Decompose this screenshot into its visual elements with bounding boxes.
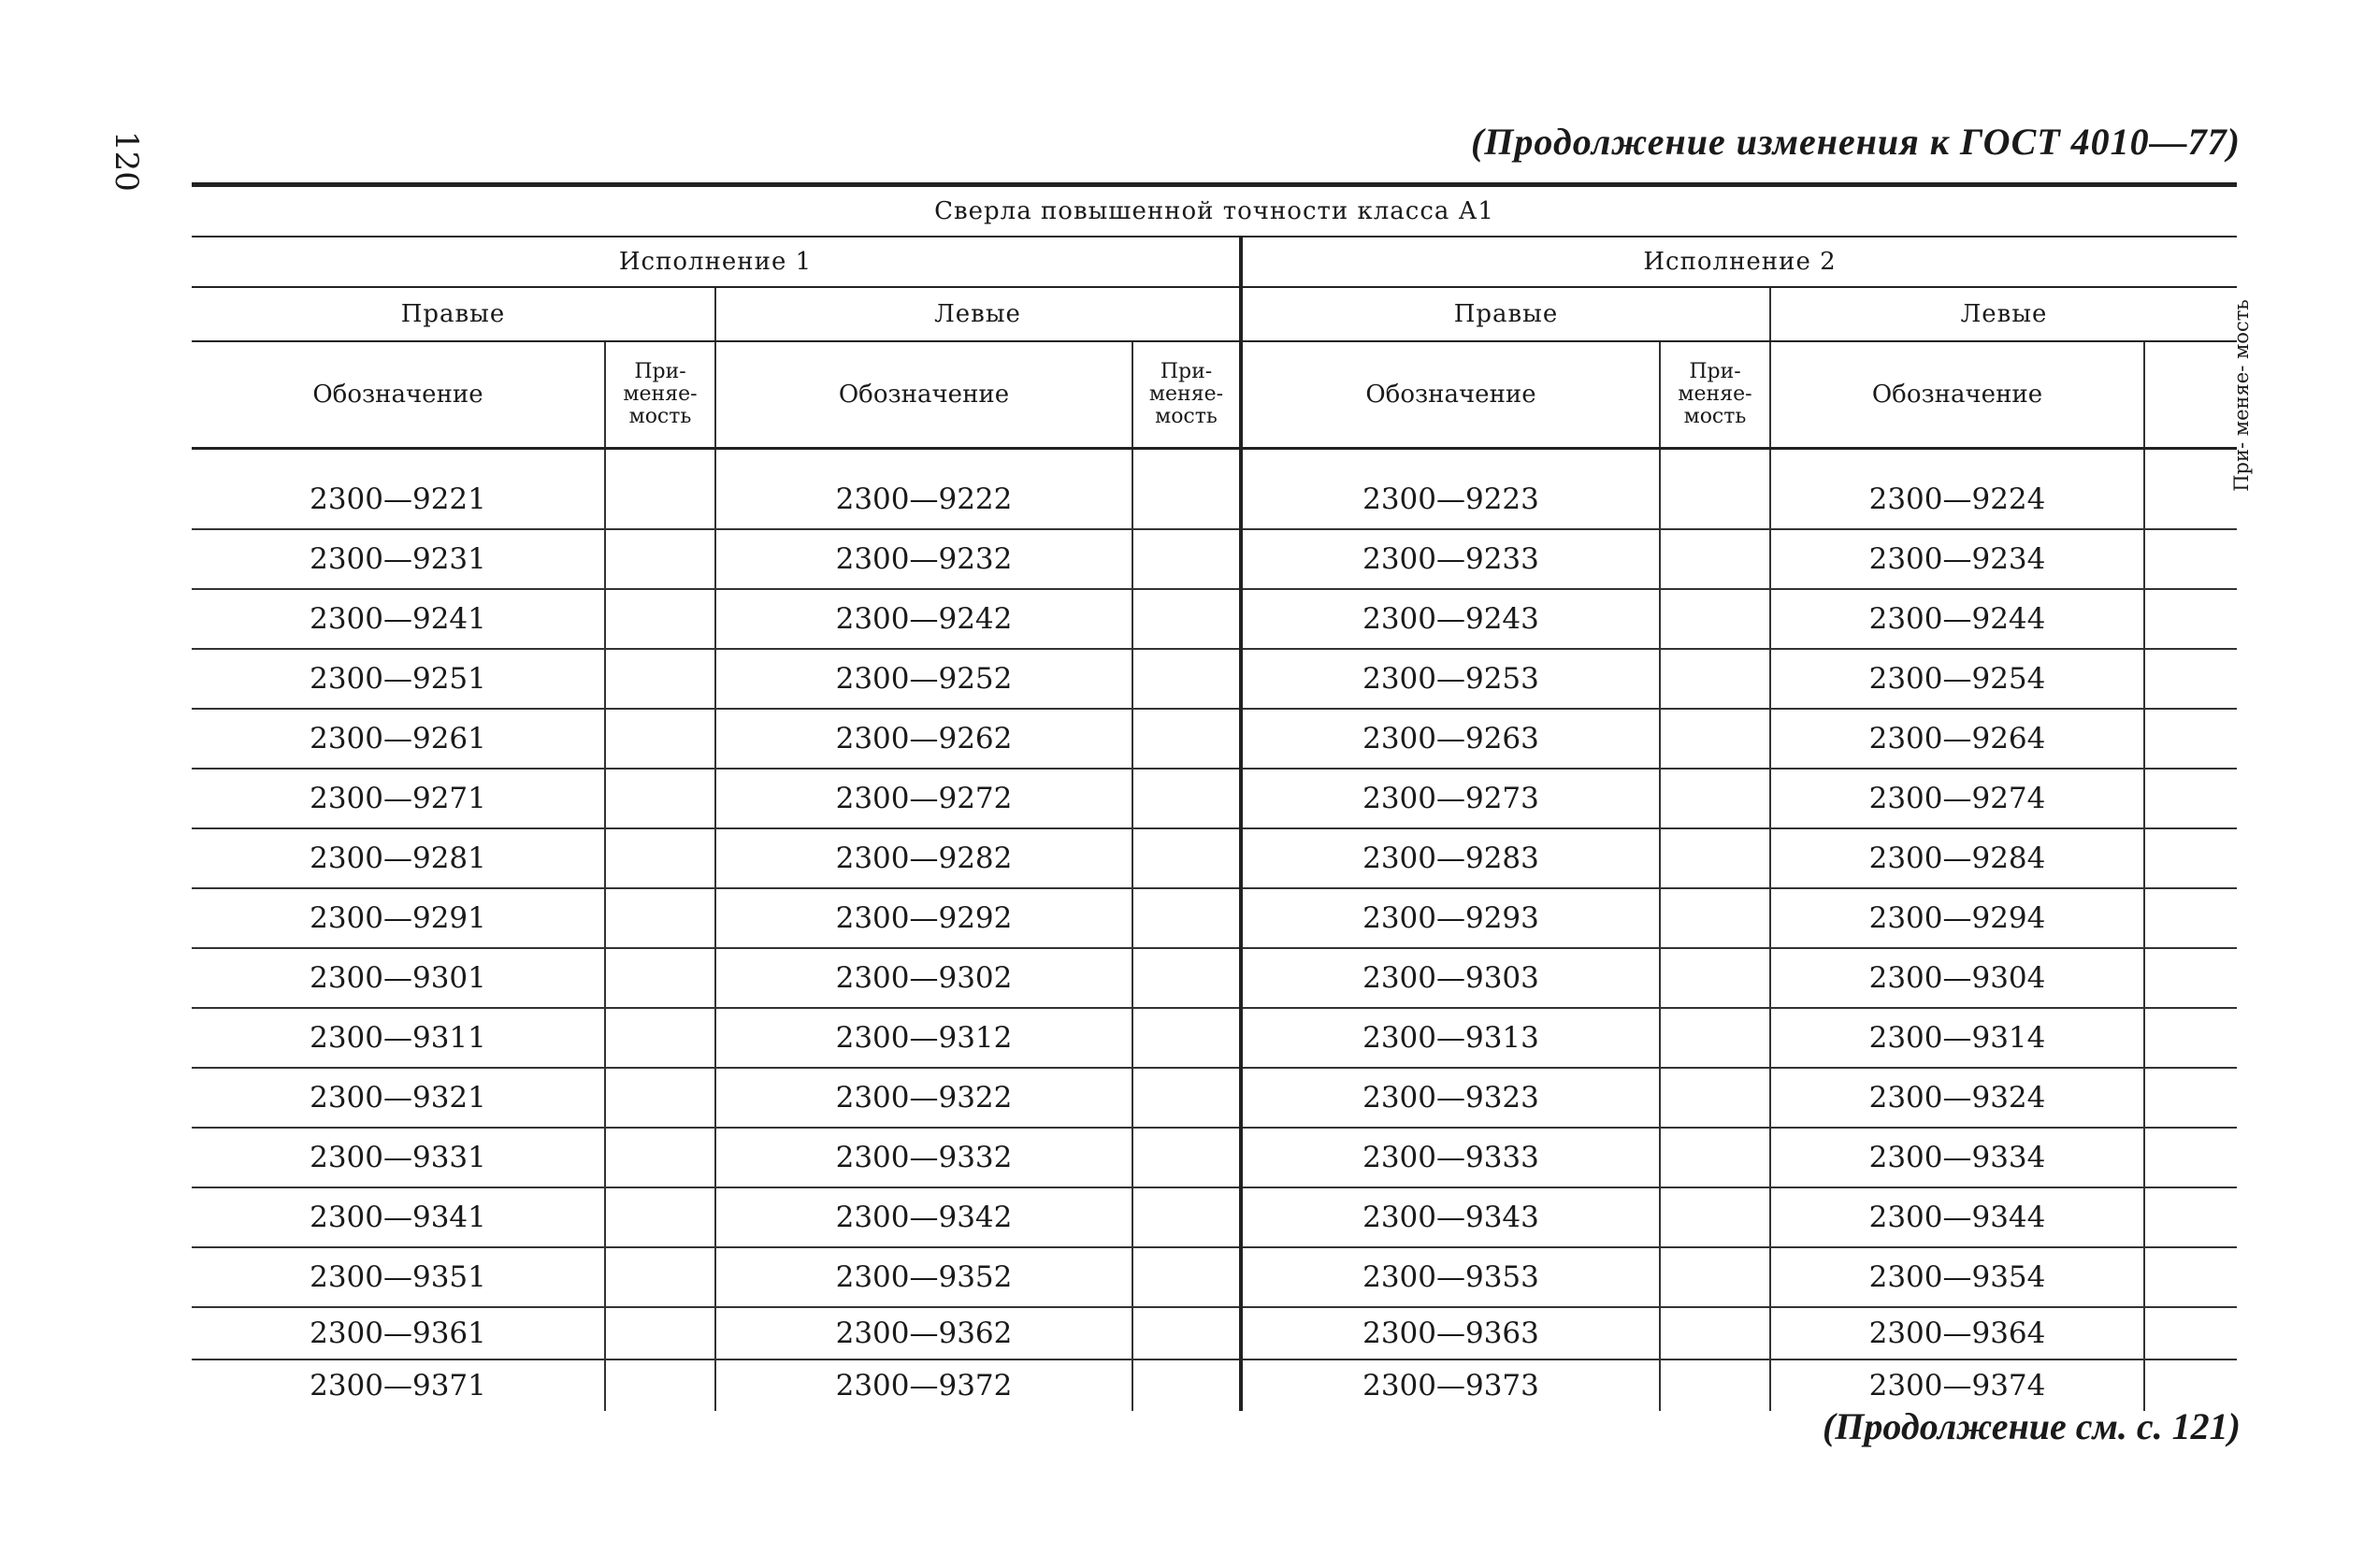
table-row: [192, 1187, 2237, 1247]
applicability-line: меняе-: [1678, 382, 1752, 406]
applicability-line: мость: [1683, 405, 1747, 428]
designation-cell: 2300—9281: [192, 828, 605, 888]
applicability-cell: [1660, 828, 1770, 888]
designation-cell: 2300—9362: [715, 1307, 1132, 1359]
exec2-left-header: Левые: [1770, 287, 2237, 341]
table-row: [192, 1068, 2237, 1128]
applicability-cell: [605, 769, 715, 828]
applicability-cell: [1660, 769, 1770, 828]
execution-1-header: Исполнение 1: [192, 237, 1241, 287]
designation-cell: 2300—9282: [715, 828, 1132, 888]
applicability-cell: [2144, 649, 2237, 709]
designation-cell: 2300—9322: [715, 1068, 1132, 1128]
continuation-note: (Продолжение см. с. 121): [1822, 1405, 2241, 1447]
designation-cell: 2300—9244: [1770, 589, 2144, 649]
designation-cell: 2300—9274: [1770, 769, 2144, 828]
applicability-cell: [1660, 589, 1770, 649]
designation-cell: 2300—9224: [1770, 470, 2144, 529]
applicability-cell: [2144, 1359, 2237, 1411]
applicability-line: При-: [1689, 360, 1741, 383]
applicability-cell: [2144, 709, 2237, 769]
designation-cell: 2300—9232: [715, 529, 1132, 589]
table-row: [192, 649, 2237, 709]
execution-2-header: Исполнение 2: [1241, 237, 2237, 287]
designation-cell: 2300—9301: [192, 948, 605, 1008]
applicability-cell: [1660, 1128, 1770, 1187]
applicability-cell: [2144, 1307, 2237, 1359]
table-row: [192, 1307, 2237, 1359]
designation-cell: 2300—9352: [715, 1247, 1132, 1307]
designation-cell: 2300—9242: [715, 589, 1132, 649]
applicability-cell: [1132, 769, 1241, 828]
exec1-right-header: Правые: [192, 287, 715, 341]
applicability-cell: [605, 709, 715, 769]
designation-cell: 2300—9323: [1241, 1068, 1660, 1128]
applicability-cell: [1660, 1307, 1770, 1359]
applicability-cell: [605, 1128, 715, 1187]
applicability-line: мость: [628, 405, 692, 428]
designation-cell: 2300—9262: [715, 709, 1132, 769]
exec1-left-header: Левые: [715, 287, 1241, 341]
designation-cell: 2300—9302: [715, 948, 1132, 1008]
applicability-cell: [1132, 828, 1241, 888]
applicability-cell: [2144, 1128, 2237, 1187]
designation-cell: 2300—9283: [1241, 828, 1660, 888]
applicability-cell: [605, 649, 715, 709]
designation-cell: 2300—9331: [192, 1128, 605, 1187]
designation-cell: 2300—9304: [1770, 948, 2144, 1008]
applicability-line: При-: [634, 360, 686, 383]
table-row: [192, 1008, 2237, 1068]
designation-cell: 2300—9253: [1241, 649, 1660, 709]
applicability-cell: [2144, 769, 2237, 828]
designation-cell: 2300—9263: [1241, 709, 1660, 769]
applicability-cell: [2144, 529, 2237, 589]
applicability-cell: [605, 1068, 715, 1128]
designation-cell: 2300—9344: [1770, 1187, 2144, 1247]
designation-cell: 2300—9342: [715, 1187, 1132, 1247]
applicability-cell: [1132, 1247, 1241, 1307]
designation-cell: 2300—9272: [715, 769, 1132, 828]
applicability-cell: [1660, 1247, 1770, 1307]
applicability-cell: [2144, 470, 2237, 529]
applicability-cell: [605, 470, 715, 529]
applicability-cell: [1132, 1359, 1241, 1411]
applicability-cell: [1132, 948, 1241, 1008]
designation-cell: 2300—9223: [1241, 470, 1660, 529]
applicability-cell: [1132, 1187, 1241, 1247]
applicability-cell: [1660, 649, 1770, 709]
applicability-cell: [1660, 1359, 1770, 1411]
table-row: [192, 888, 2237, 948]
applicability-cell: [1132, 649, 1241, 709]
page-number: 120: [108, 131, 145, 192]
applicability-cell: [2144, 828, 2237, 888]
applicability-cell: [2144, 948, 2237, 1008]
applicability-cell: [1660, 948, 1770, 1008]
table-row: [192, 828, 2237, 888]
designation-cell: 2300—9341: [192, 1187, 605, 1247]
designation-cell: 2300—9321: [192, 1068, 605, 1128]
designation-cell: 2300—9312: [715, 1008, 1132, 1068]
designation-cell: 2300—9372: [715, 1359, 1132, 1411]
applicability-cell: [1132, 1008, 1241, 1068]
designation-cell: 2300—9334: [1770, 1128, 2144, 1187]
applicability-cell: [2144, 1187, 2237, 1247]
applicability-cell: [1132, 888, 1241, 948]
designation-cell: 2300—9313: [1241, 1008, 1660, 1068]
designation-cell: 2300—9373: [1241, 1359, 1660, 1411]
designation-cell: 2300—9332: [715, 1128, 1132, 1187]
applicability-cell: [605, 529, 715, 589]
applicability-line: меняе-: [1148, 382, 1224, 406]
designation-cell: 2300—9294: [1770, 888, 2144, 948]
applicability-cell: [605, 1247, 715, 1307]
applicability-cell: [2144, 888, 2237, 948]
applicability-cell: [1132, 1068, 1241, 1128]
table-title: Сверла повышенной точности класса А1: [192, 185, 2237, 237]
designation-header: Обозначение: [192, 341, 605, 449]
designation-cell: 2300—9324: [1770, 1068, 2144, 1128]
applicability-cell: [605, 888, 715, 948]
designation-cell: 2300—9343: [1241, 1187, 1660, 1247]
applicability-cell: [1660, 470, 1770, 529]
applicability-cell: [1660, 1008, 1770, 1068]
applicability-cell: [605, 589, 715, 649]
designation-cell: 2300—9374: [1770, 1359, 2144, 1411]
designation-cell: 2300—9361: [192, 1307, 605, 1359]
table-row: [192, 769, 2237, 828]
designation-header: Обозначение: [1241, 341, 1660, 449]
applicability-cell: [1660, 1068, 1770, 1128]
designation-cell: 2300—9311: [192, 1008, 605, 1068]
designation-cell: 2300—9271: [192, 769, 605, 828]
applicability-cell: [1132, 1128, 1241, 1187]
designation-cell: 2300—9273: [1241, 769, 1660, 828]
table-row: [192, 709, 2237, 769]
table-row: [192, 1128, 2237, 1187]
designation-cell: 2300—9284: [1770, 828, 2144, 888]
applicability-cell: [1660, 1187, 1770, 1247]
applicability-header: [1132, 341, 1241, 449]
applicability-header: [1660, 341, 1770, 449]
applicability-line: меняе-: [623, 382, 698, 406]
applicability-cell: [605, 1008, 715, 1068]
exec2-right-header: Правые: [1241, 287, 1770, 341]
table-row: [192, 1247, 2237, 1307]
designation-cell: 2300—9354: [1770, 1247, 2144, 1307]
applicability-cell: [1660, 888, 1770, 948]
designation-cell: 2300—9364: [1770, 1307, 2144, 1359]
applicability-cell: [2144, 1008, 2237, 1068]
table-row: [192, 589, 2237, 649]
designation-cell: 2300—9314: [1770, 1008, 2144, 1068]
applicability-cell: [1132, 709, 1241, 769]
designation-header: Обозначение: [1770, 341, 2144, 449]
applicability-cell: [605, 948, 715, 1008]
applicability-cell: [1660, 529, 1770, 589]
applicability-cell: [605, 828, 715, 888]
running-head: (Продолжение изменения к ГОСТ 4010—77): [1470, 121, 2241, 163]
applicability-header: [605, 341, 715, 449]
applicability-line: При-: [1160, 360, 1213, 383]
table-row: [192, 529, 2237, 589]
designation-header: Обозначение: [715, 341, 1132, 449]
applicability-vertical-text: При- меняе- мость: [2229, 299, 2253, 492]
applicability-header-vertical: [2144, 299, 2253, 492]
applicability-cell: [1132, 1307, 1241, 1359]
designation-cell: 2300—9353: [1241, 1247, 1660, 1307]
designation-cell: 2300—9293: [1241, 888, 1660, 948]
designation-cell: 2300—9231: [192, 529, 605, 589]
designation-cell: 2300—9351: [192, 1247, 605, 1307]
designation-cell: 2300—9264: [1770, 709, 2144, 769]
designation-cell: 2300—9303: [1241, 948, 1660, 1008]
applicability-line: мость: [1155, 405, 1218, 428]
applicability-cell: [1132, 589, 1241, 649]
designation-cell: 2300—9291: [192, 888, 605, 948]
table-body: [192, 449, 2237, 1412]
applicability-cell: [2144, 1068, 2237, 1128]
table-row: [192, 948, 2237, 1008]
applicability-cell: [2144, 1247, 2237, 1307]
table-row: [192, 1359, 2237, 1411]
table-row: [192, 470, 2237, 529]
applicability-cell: [605, 1359, 715, 1411]
applicability-cell: [1132, 529, 1241, 589]
designation-cell: 2300—9251: [192, 649, 605, 709]
designation-cell: 2300—9233: [1241, 529, 1660, 589]
designation-cell: 2300—9243: [1241, 589, 1660, 649]
designation-cell: 2300—9252: [715, 649, 1132, 709]
designation-cell: 2300—9222: [715, 470, 1132, 529]
designation-cell: 2300—9254: [1770, 649, 2144, 709]
applicability-cell: [605, 1307, 715, 1359]
designation-cell: 2300—9241: [192, 589, 605, 649]
designation-cell: 2300—9261: [192, 709, 605, 769]
applicability-cell: [605, 1187, 715, 1247]
designation-cell: 2300—9234: [1770, 529, 2144, 589]
designation-cell: 2300—9363: [1241, 1307, 1660, 1359]
designation-cell: 2300—9371: [310, 1369, 486, 1403]
applicability-cell: [2144, 589, 2237, 649]
applicability-cell: [1132, 470, 1241, 529]
designation-cell: 2300—9333: [1241, 1128, 1660, 1187]
drill-designation-table: [192, 182, 2253, 1411]
designation-cell: 2300—9292: [715, 888, 1132, 948]
designation-cell: 2300—9221: [192, 470, 605, 529]
applicability-cell: [1660, 709, 1770, 769]
